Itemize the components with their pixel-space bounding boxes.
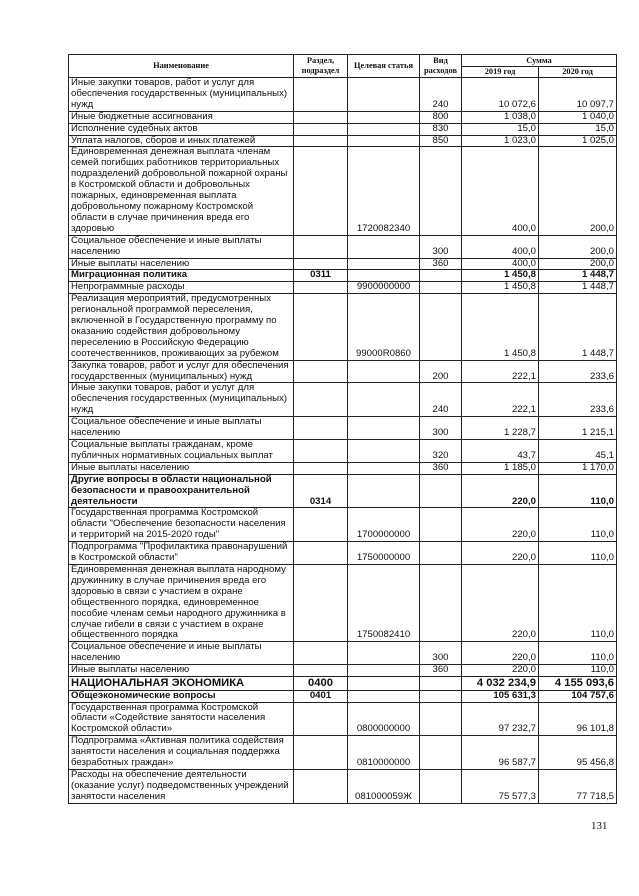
table-row <box>69 736 617 770</box>
budget-table <box>68 54 617 804</box>
row-vid: 300 <box>420 235 462 258</box>
row-sum-2020: 1 025,0 <box>539 135 617 147</box>
row-sum-2020: 110,0 <box>539 642 617 665</box>
table-row <box>69 111 617 123</box>
row-celevaya <box>348 677 420 691</box>
table-row <box>69 78 617 112</box>
row-name: Подпрограмма "Профилактика правонарушений в Костромской области" <box>69 542 294 565</box>
row-sum-2019: 4 032 234,9 <box>462 677 539 691</box>
row-sum-2019: 400,0 <box>462 235 539 258</box>
header-summa: Сумма <box>462 55 617 67</box>
row-vid: 360 <box>420 665 462 677</box>
row-razdel <box>294 736 348 770</box>
table-row <box>69 690 617 702</box>
row-vid <box>420 736 462 770</box>
row-celevaya <box>348 258 420 270</box>
row-vid <box>420 564 462 641</box>
row-razdel <box>294 440 348 463</box>
row-sum-2019: 43,7 <box>462 440 539 463</box>
row-name: Иные закупки товаров, работ и услуг для обеспечения государственных (муниципальных) нужд <box>69 78 294 112</box>
row-name: НАЦИОНАЛЬНАЯ ЭКОНОМИКА <box>69 677 294 691</box>
row-vid: 800 <box>420 111 462 123</box>
row-sum-2019: 220,0 <box>462 564 539 641</box>
row-sum-2019: 105 631,3 <box>462 690 539 702</box>
row-vid <box>420 508 462 542</box>
row-celevaya <box>348 642 420 665</box>
row-celevaya <box>348 665 420 677</box>
row-sum-2019: 222,1 <box>462 360 539 383</box>
table-row <box>69 508 617 542</box>
row-sum-2020: 200,0 <box>539 235 617 258</box>
row-celevaya <box>348 135 420 147</box>
row-sum-2019: 1 450,8 <box>462 270 539 282</box>
row-name: Подпрограмма «Активная политика содействия занятости населения и социальная поддержка безработных граждан» <box>69 736 294 770</box>
row-vid <box>420 690 462 702</box>
row-vid <box>420 282 462 294</box>
row-name: Общеэкономические вопросы <box>69 690 294 702</box>
row-celevaya <box>348 417 420 440</box>
row-razdel <box>294 282 348 294</box>
row-sum-2019: 15,0 <box>462 123 539 135</box>
row-vid: 360 <box>420 258 462 270</box>
table-row <box>69 462 617 474</box>
row-name: Социальное обеспечение и иные выплаты населению <box>69 235 294 258</box>
row-vid <box>420 147 462 235</box>
row-vid: 850 <box>420 135 462 147</box>
row-vid: 240 <box>420 383 462 417</box>
row-sum-2020: 1 040,0 <box>539 111 617 123</box>
row-sum-2019: 1 228,7 <box>462 417 539 440</box>
row-sum-2020: 110,0 <box>539 542 617 565</box>
row-name: Социальное обеспечение и иные выплаты населению <box>69 642 294 665</box>
row-razdel: 0311 <box>294 270 348 282</box>
header-2020: 2020 год <box>539 67 617 78</box>
row-name: Другие вопросы в области национальной безопасности и правоохранительной деятельности <box>69 474 294 508</box>
row-celevaya <box>348 690 420 702</box>
table-row <box>69 270 617 282</box>
row-vid: 200 <box>420 360 462 383</box>
row-sum-2020: 200,0 <box>539 147 617 235</box>
row-sum-2020: 233,6 <box>539 360 617 383</box>
row-razdel <box>294 383 348 417</box>
row-sum-2020: 110,0 <box>539 564 617 641</box>
row-celevaya <box>348 360 420 383</box>
row-vid: 830 <box>420 123 462 135</box>
row-razdel: 0400 <box>294 677 348 691</box>
row-vid: 360 <box>420 462 462 474</box>
row-sum-2020: 110,0 <box>539 665 617 677</box>
row-name: Иные закупки товаров, работ и услуг для обеспечения государственных (муниципальных) нужд <box>69 383 294 417</box>
row-name: Иные выплаты населению <box>69 462 294 474</box>
row-celevaya <box>348 270 420 282</box>
row-razdel <box>294 462 348 474</box>
row-razdel <box>294 417 348 440</box>
row-razdel <box>294 542 348 565</box>
row-sum-2020: 233,6 <box>539 383 617 417</box>
row-razdel <box>294 642 348 665</box>
table-row <box>69 235 617 258</box>
row-sum-2020: 110,0 <box>539 508 617 542</box>
table-row <box>69 147 617 235</box>
row-name: Иные бюджетные ассигнования <box>69 111 294 123</box>
row-sum-2020: 104 757,6 <box>539 690 617 702</box>
row-sum-2019: 220,0 <box>462 474 539 508</box>
row-razdel <box>294 294 348 360</box>
header-razdel: Раздел, подраздел <box>294 55 348 78</box>
row-razdel <box>294 769 348 803</box>
row-sum-2019: 1 185,0 <box>462 462 539 474</box>
row-name: Единовременная денежная выплата народному дружиннику в случае причинения вреда его здоровью в связи с участием в охране общественного порядка, единовременное пособие членам семьи народного дружинника в случае гибели в связи с участием в охране общественного порядка <box>69 564 294 641</box>
row-sum-2020: 1 448,7 <box>539 294 617 360</box>
table-row <box>69 383 617 417</box>
row-vid <box>420 769 462 803</box>
row-name: Социальное обеспечение и иные выплаты населению <box>69 417 294 440</box>
row-celevaya: 9900000000 <box>348 282 420 294</box>
table-row <box>69 123 617 135</box>
table-row <box>69 258 617 270</box>
row-name: Закупка товаров, работ и услуг для обеспечения государственных (муниципальных) нужд <box>69 360 294 383</box>
row-sum-2019: 1 450,8 <box>462 294 539 360</box>
table-row <box>69 294 617 360</box>
row-vid <box>420 677 462 691</box>
table-row <box>69 135 617 147</box>
row-razdel: 0401 <box>294 690 348 702</box>
row-sum-2019: 10 072,6 <box>462 78 539 112</box>
row-razdel <box>294 235 348 258</box>
row-sum-2020: 96 101,8 <box>539 702 617 736</box>
row-vid: 320 <box>420 440 462 463</box>
row-celevaya <box>348 440 420 463</box>
row-celevaya: 1720082340 <box>348 147 420 235</box>
row-sum-2020: 4 155 093,6 <box>539 677 617 691</box>
row-razdel <box>294 702 348 736</box>
table-row <box>69 417 617 440</box>
row-sum-2019: 222,1 <box>462 383 539 417</box>
row-vid <box>420 542 462 565</box>
row-razdel <box>294 135 348 147</box>
row-sum-2019: 1 023,0 <box>462 135 539 147</box>
row-razdel <box>294 360 348 383</box>
header-vid: Вид расходов <box>420 55 462 78</box>
row-sum-2019: 220,0 <box>462 508 539 542</box>
row-sum-2020: 1 215,1 <box>539 417 617 440</box>
row-name: Исполнение судебных актов <box>69 123 294 135</box>
row-razdel <box>294 564 348 641</box>
row-sum-2020: 45,1 <box>539 440 617 463</box>
row-name: Государственная программа Костромской области "Обеспечение безопасности населения и территорий на 2015-2020 годы" <box>69 508 294 542</box>
row-celevaya: 0810000000 <box>348 736 420 770</box>
row-sum-2020: 1 170,0 <box>539 462 617 474</box>
row-vid <box>420 270 462 282</box>
table-row <box>69 282 617 294</box>
row-name: Миграционная политика <box>69 270 294 282</box>
row-sum-2019: 1 038,0 <box>462 111 539 123</box>
row-sum-2019: 1 450,8 <box>462 282 539 294</box>
row-razdel <box>294 147 348 235</box>
table-row <box>69 474 617 508</box>
table-row <box>69 665 617 677</box>
row-razdel <box>294 508 348 542</box>
page-number: 131 <box>591 820 608 832</box>
row-celevaya <box>348 123 420 135</box>
row-sum-2019: 97 232,7 <box>462 702 539 736</box>
row-sum-2019: 220,0 <box>462 642 539 665</box>
row-name: Государственная программа Костромской области «Содействие занятости населения Костромской области» <box>69 702 294 736</box>
table-row <box>69 360 617 383</box>
row-celevaya <box>348 78 420 112</box>
row-razdel <box>294 123 348 135</box>
row-sum-2020: 95 456,8 <box>539 736 617 770</box>
row-vid: 300 <box>420 642 462 665</box>
row-celevaya: 1750000000 <box>348 542 420 565</box>
row-celevaya: 1700000000 <box>348 508 420 542</box>
row-celevaya: 1750082410 <box>348 564 420 641</box>
row-celevaya <box>348 383 420 417</box>
row-name: Иные выплаты населению <box>69 258 294 270</box>
table-row <box>69 769 617 803</box>
row-sum-2020: 10 097,7 <box>539 78 617 112</box>
header-2019: 2019 год <box>462 67 539 78</box>
row-razdel <box>294 258 348 270</box>
row-sum-2019: 96 587,7 <box>462 736 539 770</box>
row-name: Социальные выплаты гражданам, кроме публичных нормативных социальных выплат <box>69 440 294 463</box>
table-row <box>69 564 617 641</box>
row-sum-2020: 110,0 <box>539 474 617 508</box>
header-celevaya: Целевая статья <box>348 55 420 78</box>
row-razdel: 0314 <box>294 474 348 508</box>
row-name: Непрограммные расходы <box>69 282 294 294</box>
header-name: Наименование <box>69 55 294 78</box>
row-razdel <box>294 78 348 112</box>
row-sum-2020: 1 448,7 <box>539 270 617 282</box>
table-row <box>69 642 617 665</box>
row-name: Уплата налогов, сборов и иных платежей <box>69 135 294 147</box>
row-celevaya <box>348 474 420 508</box>
table-row <box>69 440 617 463</box>
row-vid <box>420 474 462 508</box>
row-sum-2019: 400,0 <box>462 147 539 235</box>
table-row <box>69 542 617 565</box>
row-sum-2020: 77 718,5 <box>539 769 617 803</box>
row-vid <box>420 702 462 736</box>
row-sum-2020: 15,0 <box>539 123 617 135</box>
row-name: Реализация мероприятий, предусмотренных региональной программой переселения, включенной в Государственную программу по оказанию содействия добровольному переселению в Российскую Федерацию соотечественников, проживающих за рубежом <box>69 294 294 360</box>
table-body <box>69 78 617 804</box>
row-sum-2020: 200,0 <box>539 258 617 270</box>
row-sum-2019: 220,0 <box>462 665 539 677</box>
row-sum-2019: 400,0 <box>462 258 539 270</box>
table-row <box>69 702 617 736</box>
row-name: Расходы на обеспечение деятельности (оказание услуг) подведомственных учреждений занятости населения <box>69 769 294 803</box>
row-name: Единовременная денежная выплата членам семей погибших работников территориальных подразделений добровольной пожарной охраны в Костромской области и добровольных пожарных, единовременная выплата добровольному пожарному Костромской области в случае причинения вреда его здоровью <box>69 147 294 235</box>
row-sum-2019: 75 577,3 <box>462 769 539 803</box>
row-razdel <box>294 665 348 677</box>
row-celevaya <box>348 462 420 474</box>
row-celevaya <box>348 111 420 123</box>
row-name: Иные выплаты населению <box>69 665 294 677</box>
row-celevaya <box>348 235 420 258</box>
row-razdel <box>294 111 348 123</box>
row-sum-2019: 220,0 <box>462 542 539 565</box>
row-sum-2020: 1 448,7 <box>539 282 617 294</box>
row-celevaya: 081000059Ж <box>348 769 420 803</box>
row-celevaya: 99000R0860 <box>348 294 420 360</box>
row-celevaya: 0800000000 <box>348 702 420 736</box>
table-row <box>69 677 617 691</box>
row-vid: 300 <box>420 417 462 440</box>
row-vid <box>420 294 462 360</box>
row-vid: 240 <box>420 78 462 112</box>
